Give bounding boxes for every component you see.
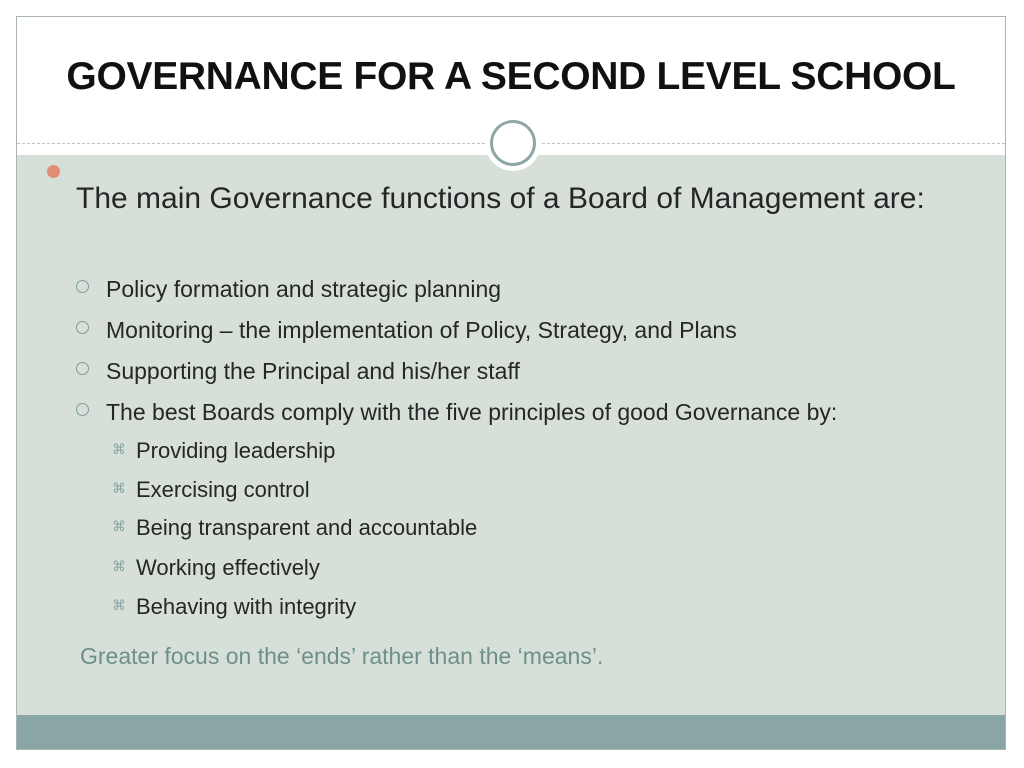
ring-bullet-icon: [76, 403, 89, 416]
circle-ornament-icon: [485, 115, 541, 171]
sub-point-text: Supporting the Principal and his/her staff: [106, 358, 520, 384]
sub-point-text: Policy formation and strategic planning: [106, 276, 502, 302]
cross-bullet-icon: ⌘: [112, 597, 126, 613]
ornament-ring: [490, 120, 536, 166]
footer-bar: [17, 715, 1005, 749]
main-point-text: The main Governance functions of a Board of Management are:: [76, 182, 925, 215]
cross-bullet-icon: ⌘: [112, 441, 126, 457]
principle-text: Behaving with integrity: [136, 594, 357, 619]
sub-point-text: The best Boards comply with the five principles of good Governance by:: [106, 399, 838, 425]
dot-bullet-icon: [47, 165, 60, 178]
principle-text: Providing leadership: [136, 438, 336, 463]
ring-bullet-icon: [76, 362, 89, 375]
ring-bullet-icon: [76, 321, 89, 334]
principle-text: Working effectively: [136, 555, 320, 580]
cross-bullet-icon: ⌘: [112, 480, 126, 496]
slide: [16, 16, 1006, 750]
ring-bullet-icon: [76, 280, 89, 293]
principle-text: Being transparent and accountable: [136, 515, 478, 540]
cross-bullet-icon: ⌘: [112, 518, 126, 534]
sub-point-text: Monitoring – the implementation of Policy, Strategy, and Plans: [106, 317, 737, 343]
principle-text: Exercising control: [136, 477, 310, 502]
slide-title: GOVERNANCE FOR A SECOND LEVEL SCHOOL: [66, 55, 956, 98]
cross-bullet-icon: ⌘: [112, 558, 126, 574]
note-text: Greater focus on the ‘ends’ rather than the ‘means’.: [80, 643, 604, 669]
content-area: [17, 155, 1005, 715]
